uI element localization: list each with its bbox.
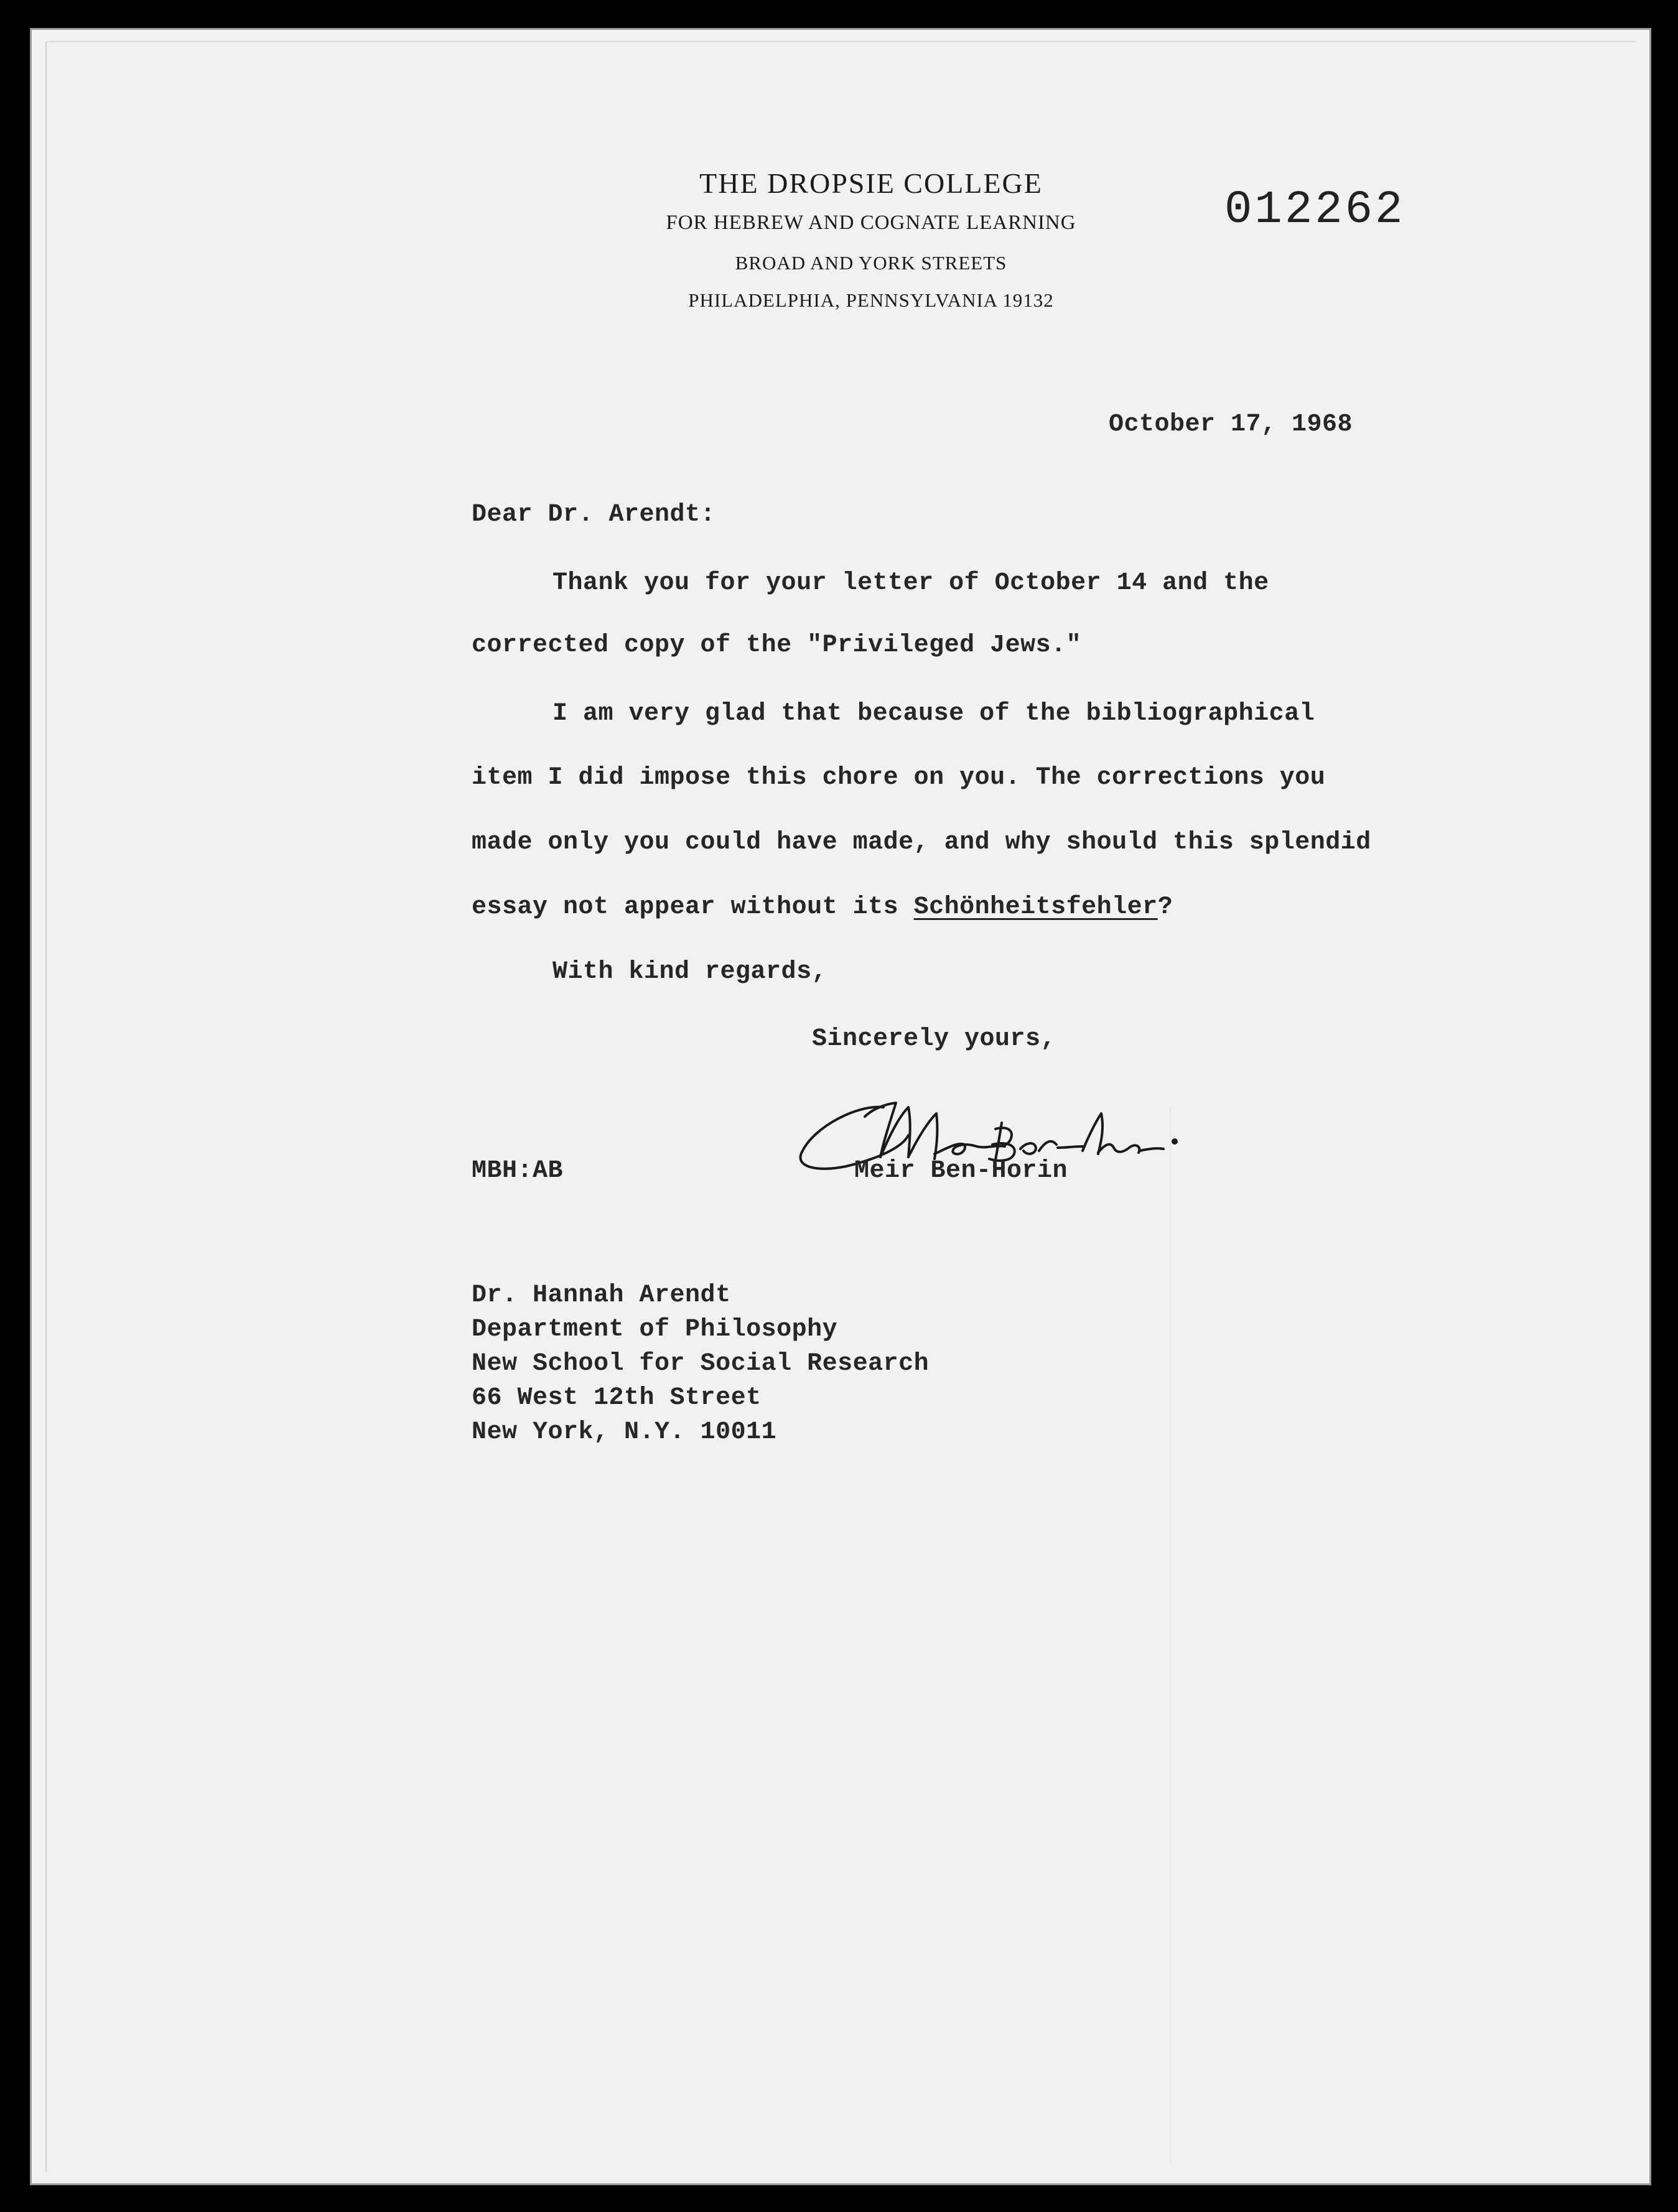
- letterhead-college-name: THE DROPSIE COLLEGE: [699, 167, 1043, 199]
- letterhead-city: PHILADELPHIA, PENNSYLVANIA 19132: [688, 289, 1054, 311]
- letter-date: October 17, 1968: [1109, 411, 1353, 439]
- body-line: With kind regards,: [552, 958, 827, 986]
- body-line-suffix: ?: [1157, 893, 1173, 921]
- typed-signature-name: Meir Ben-Horin: [854, 1157, 1068, 1185]
- paper-crease: [1170, 1107, 1171, 2165]
- recipient-department: Department of Philosophy: [472, 1316, 838, 1344]
- recipient-institution: New School for Social Research: [472, 1350, 930, 1378]
- salutation: Dear Dr. Arendt:: [472, 501, 716, 529]
- closing: Sincerely yours,: [812, 1025, 1056, 1053]
- letterhead-subtitle: FOR HEBREW AND COGNATE LEARNING: [666, 211, 1076, 234]
- body-line: Thank you for your letter of October 14 and the: [552, 569, 1269, 597]
- recipient-name: Dr. Hannah Arendt: [472, 1281, 731, 1309]
- typist-initials: MBH:AB: [472, 1157, 564, 1185]
- underlined-word: Schönheitsfehler: [913, 893, 1158, 921]
- body-line-prefix: essay not appear without its: [472, 893, 914, 921]
- body-line: made only you could have made, and why should this splendid: [472, 829, 1371, 857]
- document-number: 012262: [1224, 184, 1405, 236]
- body-line: I am very glad that because of the bibliographical: [552, 700, 1315, 728]
- letterhead-street: BROAD AND YORK STREETS: [735, 252, 1007, 274]
- body-line: [472, 893, 1173, 921]
- recipient-street: 66 West 12th Street: [472, 1384, 762, 1412]
- body-line: corrected copy of the "Privileged Jews.": [472, 631, 1082, 659]
- body-line: item I did impose this chore on you. The corrections you: [472, 764, 1326, 792]
- recipient-city: New York, N.Y. 10011: [472, 1418, 777, 1446]
